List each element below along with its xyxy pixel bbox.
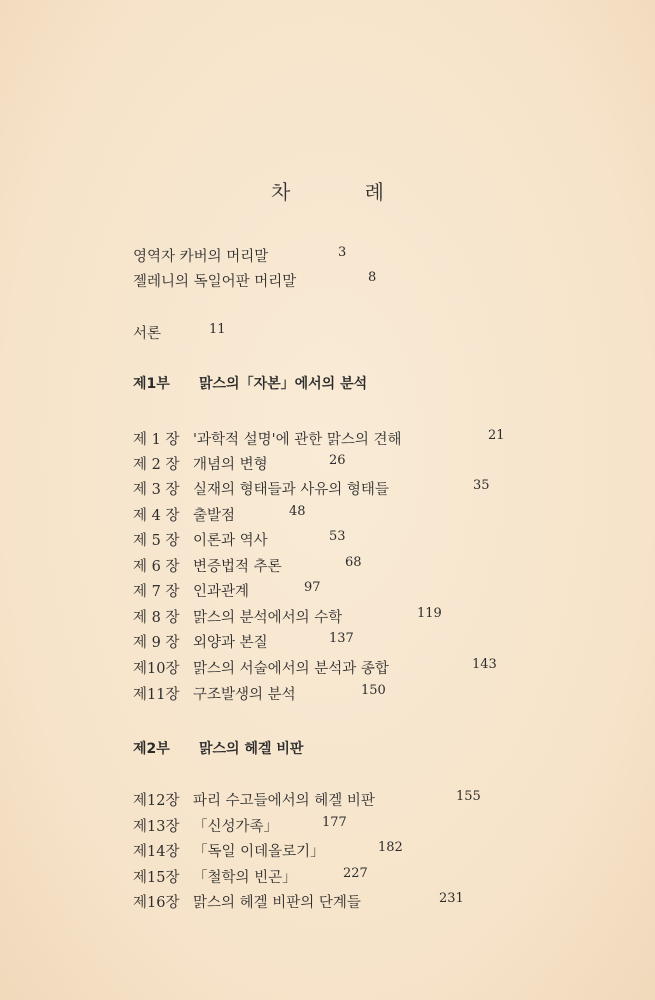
chapter-page: 177 [322,815,347,830]
chapter-title: 외양과 본질 [193,635,268,651]
chapter-number: 제11장 [133,687,180,703]
chapter-number: 제 8 장 [133,610,180,626]
chapter-number: 제 2 장 [133,457,180,473]
toc-chapter-row [133,555,362,576]
chapter-title: 변증법적 추론 [193,559,282,575]
chapter-number: 제10장 [133,661,180,677]
chapter-page: 35 [473,478,490,493]
chapter-page: 137 [329,631,354,646]
chapter-page: 143 [472,657,497,672]
entry-page: 8 [368,270,377,285]
chapter-title: 파리 수고들에서의 헤겔 비판 [193,793,375,809]
chapter-number: 제14장 [133,844,180,860]
chapter-page: 227 [343,866,368,881]
chapter-page: 182 [378,840,403,855]
toc-chapter-row [133,428,505,449]
chapter-page: 68 [345,555,362,570]
toc-chapter-row [133,580,321,601]
chapter-title: 인과관계 [193,584,250,600]
chapter-page: 48 [289,504,306,519]
part-title: 맑스의 헤겔 비판 [199,741,304,757]
chapter-page: 26 [329,453,346,468]
chapter-title: 실재의 형태들과 사유의 형태들 [193,482,389,498]
chapter-number: 제15장 [133,870,180,886]
chapter-page: 119 [417,606,442,621]
toc-title: 차 례 [271,180,418,204]
chapter-number: 제16장 [133,895,180,911]
chapter-page: 53 [329,529,346,544]
chapter-page: 97 [304,580,321,595]
chapter-number: 제 3 장 [133,482,180,498]
toc-chapter-row [133,504,306,525]
chapter-number: 제 4 장 [133,508,180,524]
part-title: 맑스의「자본」에서의 분석 [199,376,368,392]
toc-chapter-row [133,866,368,887]
toc-chapter-row [133,631,354,652]
chapter-title: 맑스의 서술에서의 분석과 종합 [193,661,389,677]
part-heading [133,738,303,758]
chapter-title: 이론과 역사 [193,533,268,549]
chapter-title: 맑스의 헤겔 비판의 단계들 [193,895,361,911]
toc-chapter-row [133,529,346,550]
part-number: 제2부 [133,741,170,757]
toc-chapter-row [133,891,464,912]
chapter-page: 155 [456,789,481,804]
toc-entry-german-preface [133,270,377,291]
toc-chapter-row [133,815,347,836]
toc-chapter-row [133,789,481,810]
toc-chapter-row [133,683,386,704]
entry-title: 서론 [133,326,162,342]
chapter-title: 맑스의 분석에서의 수학 [193,610,343,626]
toc-chapter-row [133,606,442,627]
chapter-title: '과학적 설명'에 관한 맑스의 견해 [193,432,402,448]
part-heading [133,373,367,393]
toc-chapter-row [133,453,346,474]
toc-chapter-row [133,478,490,499]
part-number: 제1부 [133,376,170,392]
chapter-number: 제 9 장 [133,635,180,651]
chapter-page: 231 [439,891,464,906]
chapter-page: 150 [361,683,386,698]
chapter-title: 「신성가족」 [193,819,279,835]
chapter-number: 제 6 장 [133,559,180,575]
chapter-number: 제12장 [133,793,180,809]
chapter-number: 제13장 [133,819,180,835]
entry-page: 11 [209,322,226,337]
chapter-title: 구조발생의 분석 [193,687,296,703]
toc-chapter-row [133,840,403,861]
chapter-number: 제 7 장 [133,584,180,600]
chapter-page: 21 [488,428,505,443]
chapter-title: 출발점 [193,508,236,524]
toc-entry-introduction [133,322,226,343]
chapter-number: 제 1 장 [133,432,180,448]
chapter-title: 「철학의 빈곤」 [193,870,297,886]
toc-chapter-row [133,657,497,678]
entry-title: 영역자 카버의 머리말 [133,249,269,265]
chapter-title: 「독일 이데올로기」 [193,844,325,860]
entry-page: 3 [338,245,347,260]
chapter-number: 제 5 장 [133,533,180,549]
toc-entry-translator-preface [133,245,347,266]
entry-title: 젤레니의 독일어판 머리말 [133,274,297,290]
chapter-title: 개념의 변형 [193,457,268,473]
